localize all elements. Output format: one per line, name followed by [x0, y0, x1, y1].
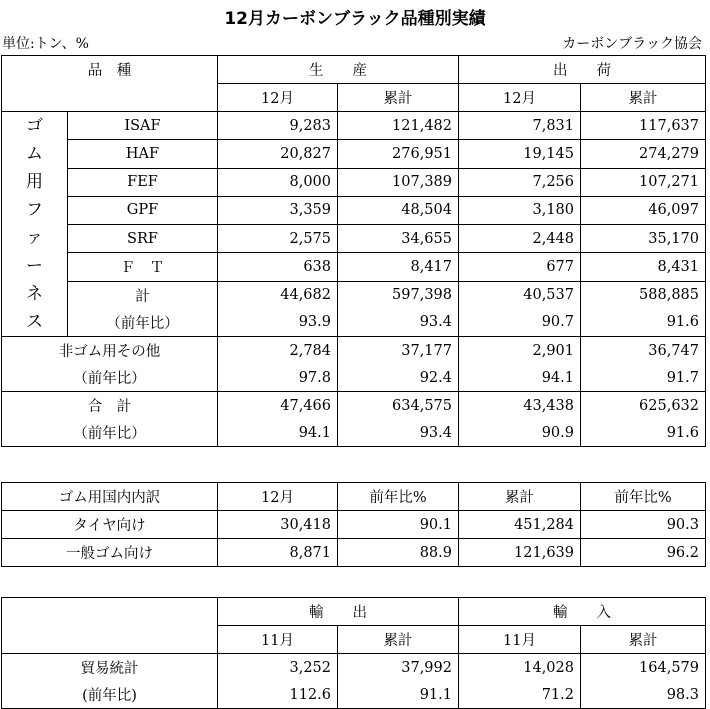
- row-name: (前年比): [2, 681, 218, 709]
- table-row: [2, 253, 706, 281]
- row-name: （前年比）: [2, 364, 218, 392]
- cell-production-month: 20,827: [218, 140, 338, 168]
- cell-production-month: 93.9: [218, 309, 338, 337]
- cell-export-month: 112.6: [218, 681, 338, 709]
- cell-production-cumulative: 121,482: [338, 112, 459, 140]
- domestic-table: [1, 482, 706, 567]
- cell-shipment-cumulative: 91.7: [581, 364, 706, 392]
- cell-import-month: 14,028: [459, 654, 581, 682]
- cell-shipment-cumulative: 8,431: [581, 253, 706, 281]
- table-row: [2, 168, 706, 196]
- cell-shipment-cumulative: 625,632: [581, 392, 706, 420]
- row-name: 一般ゴム向け: [2, 539, 218, 567]
- trade-table: [1, 597, 706, 709]
- row-name: ISAF: [68, 112, 218, 140]
- header-shipment: 出 荷: [459, 56, 706, 84]
- domestic-header-ratio1: 前年比%: [338, 483, 459, 511]
- rubber-furnace-group-label: ゴ ム 用 フ ァ ー ネ ス: [2, 112, 68, 337]
- trade-header-export-month: 11月: [218, 626, 338, 654]
- row-name: 合 計: [2, 392, 218, 420]
- cell-shipment-month: 677: [459, 253, 581, 281]
- cell-export-cumulative: 37,992: [338, 654, 459, 682]
- source-label: カーボンブラック協会: [562, 36, 702, 52]
- cell-production-cumulative: 8,417: [338, 253, 459, 281]
- cell-production-cumulative: 634,575: [338, 392, 459, 420]
- cell-import-cumulative: 98.3: [581, 681, 706, 709]
- cell-shipment-cumulative: 588,885: [581, 281, 706, 309]
- table-row: [2, 419, 706, 447]
- cell-production-cumulative: 92.4: [338, 364, 459, 392]
- cell-shipment-cumulative: 35,170: [581, 225, 706, 253]
- row-name: Ｆ Ｔ: [68, 253, 218, 281]
- cell-production-month: 638: [218, 253, 338, 281]
- table-row: [2, 511, 706, 539]
- cell-shipment-cumulative: 91.6: [581, 309, 706, 337]
- cell-shipment-month: 90.7: [459, 309, 581, 337]
- cell-production-cumulative: 276,951: [338, 140, 459, 168]
- table-row: [2, 112, 706, 140]
- domestic-header-row: [2, 483, 706, 511]
- cell-production-cumulative: 48,504: [338, 196, 459, 224]
- row-name: （前年比）: [2, 419, 218, 447]
- trade-header-import-cumulative: 累計: [581, 626, 706, 654]
- table-row: [2, 225, 706, 253]
- cell-export-month: 3,252: [218, 654, 338, 682]
- cell-production-month: 3,359: [218, 196, 338, 224]
- row-name: 非ゴム用その他: [2, 337, 218, 365]
- cell-production-month: 8,000: [218, 168, 338, 196]
- cell-import-month: 71.2: [459, 681, 581, 709]
- cell-shipment-cumulative: 107,271: [581, 168, 706, 196]
- table-row: [2, 392, 706, 420]
- cell-production-month: 97.8: [218, 364, 338, 392]
- cell-shipment-month: 7,256: [459, 168, 581, 196]
- cell-production-month: 47,466: [218, 392, 338, 420]
- cell-production-month: 94.1: [218, 419, 338, 447]
- row-name: GPF: [68, 196, 218, 224]
- cell-shipment-cumulative: 91.6: [581, 419, 706, 447]
- cell-production-month: 2,575: [218, 225, 338, 253]
- header-shipment-month: 12月: [459, 84, 581, 112]
- row-name: タイヤ向け: [2, 511, 218, 539]
- cell-production-month: 9,283: [218, 112, 338, 140]
- header-production-cumulative: 累計: [338, 84, 459, 112]
- table-row: [2, 337, 706, 365]
- domestic-header-label: ゴム用国内内訳: [2, 483, 218, 511]
- cell-ratio2: 96.2: [581, 539, 706, 567]
- table-row: [2, 309, 706, 337]
- cell-production-cumulative: 107,389: [338, 168, 459, 196]
- cell-shipment-cumulative: 36,747: [581, 337, 706, 365]
- cell-export-cumulative: 91.1: [338, 681, 459, 709]
- table-row: [2, 654, 706, 682]
- table-row: [2, 196, 706, 224]
- unit-label: 単位:トン、%: [2, 36, 89, 52]
- cell-shipment-cumulative: 117,637: [581, 112, 706, 140]
- trade-header-row-1: [2, 598, 706, 626]
- cell-shipment-month: 90.9: [459, 419, 581, 447]
- header-shipment-cumulative: 累計: [581, 84, 706, 112]
- header-production-month: 12月: [218, 84, 338, 112]
- row-name: 計: [68, 281, 218, 309]
- cell-shipment-month: 2,901: [459, 337, 581, 365]
- cell-ratio2: 90.3: [581, 511, 706, 539]
- main-table: [1, 55, 706, 447]
- cell-shipment-month: 40,537: [459, 281, 581, 309]
- trade-header-row-2: [2, 626, 706, 654]
- main-header-row-2: [2, 84, 706, 112]
- row-name: （前年比）: [68, 309, 218, 337]
- cell-cumulative: 451,284: [459, 511, 581, 539]
- domestic-header-month: 12月: [218, 483, 338, 511]
- cell-cumulative: 121,639: [459, 539, 581, 567]
- cell-production-month: 44,682: [218, 281, 338, 309]
- table-row: [2, 281, 706, 309]
- cell-shipment-month: 43,438: [459, 392, 581, 420]
- cell-ratio1: 90.1: [338, 511, 459, 539]
- header-kind: 品 種: [2, 56, 218, 84]
- cell-shipment-month: 94.1: [459, 364, 581, 392]
- table-row: [2, 539, 706, 567]
- row-name: HAF: [68, 140, 218, 168]
- row-name: FEF: [68, 168, 218, 196]
- header-production: 生 産: [218, 56, 459, 84]
- domestic-header-cumulative: 累計: [459, 483, 581, 511]
- trade-header-blank: [2, 598, 218, 626]
- cell-production-cumulative: 93.4: [338, 309, 459, 337]
- cell-production-cumulative: 34,655: [338, 225, 459, 253]
- cell-shipment-cumulative: 46,097: [581, 196, 706, 224]
- cell-shipment-month: 19,145: [459, 140, 581, 168]
- row-name: 貿易統計: [2, 654, 218, 682]
- cell-shipment-cumulative: 274,279: [581, 140, 706, 168]
- trade-header-export: 輸 出: [218, 598, 459, 626]
- cell-month: 30,418: [218, 511, 338, 539]
- table-row: [2, 140, 706, 168]
- cell-month: 8,871: [218, 539, 338, 567]
- trade-header-import-month: 11月: [459, 626, 581, 654]
- table-row: [2, 364, 706, 392]
- cell-import-cumulative: 164,579: [581, 654, 706, 682]
- cell-production-month: 2,784: [218, 337, 338, 365]
- cell-production-cumulative: 93.4: [338, 419, 459, 447]
- cell-shipment-month: 7,831: [459, 112, 581, 140]
- cell-production-cumulative: 597,398: [338, 281, 459, 309]
- trade-header-export-cumulative: 累計: [338, 626, 459, 654]
- row-name: SRF: [68, 225, 218, 253]
- cell-production-cumulative: 37,177: [338, 337, 459, 365]
- page-title: 12月カーボンブラック品種別実績: [224, 9, 486, 29]
- trade-header-blank-2: [2, 626, 218, 654]
- cell-ratio1: 88.9: [338, 539, 459, 567]
- main-header-row-1: [2, 56, 706, 84]
- header-kind-blank: [2, 84, 218, 112]
- domestic-header-ratio2: 前年比%: [581, 483, 706, 511]
- cell-shipment-month: 2,448: [459, 225, 581, 253]
- trade-header-import: 輸 入: [459, 598, 706, 626]
- table-row: [2, 681, 706, 709]
- cell-shipment-month: 3,180: [459, 196, 581, 224]
